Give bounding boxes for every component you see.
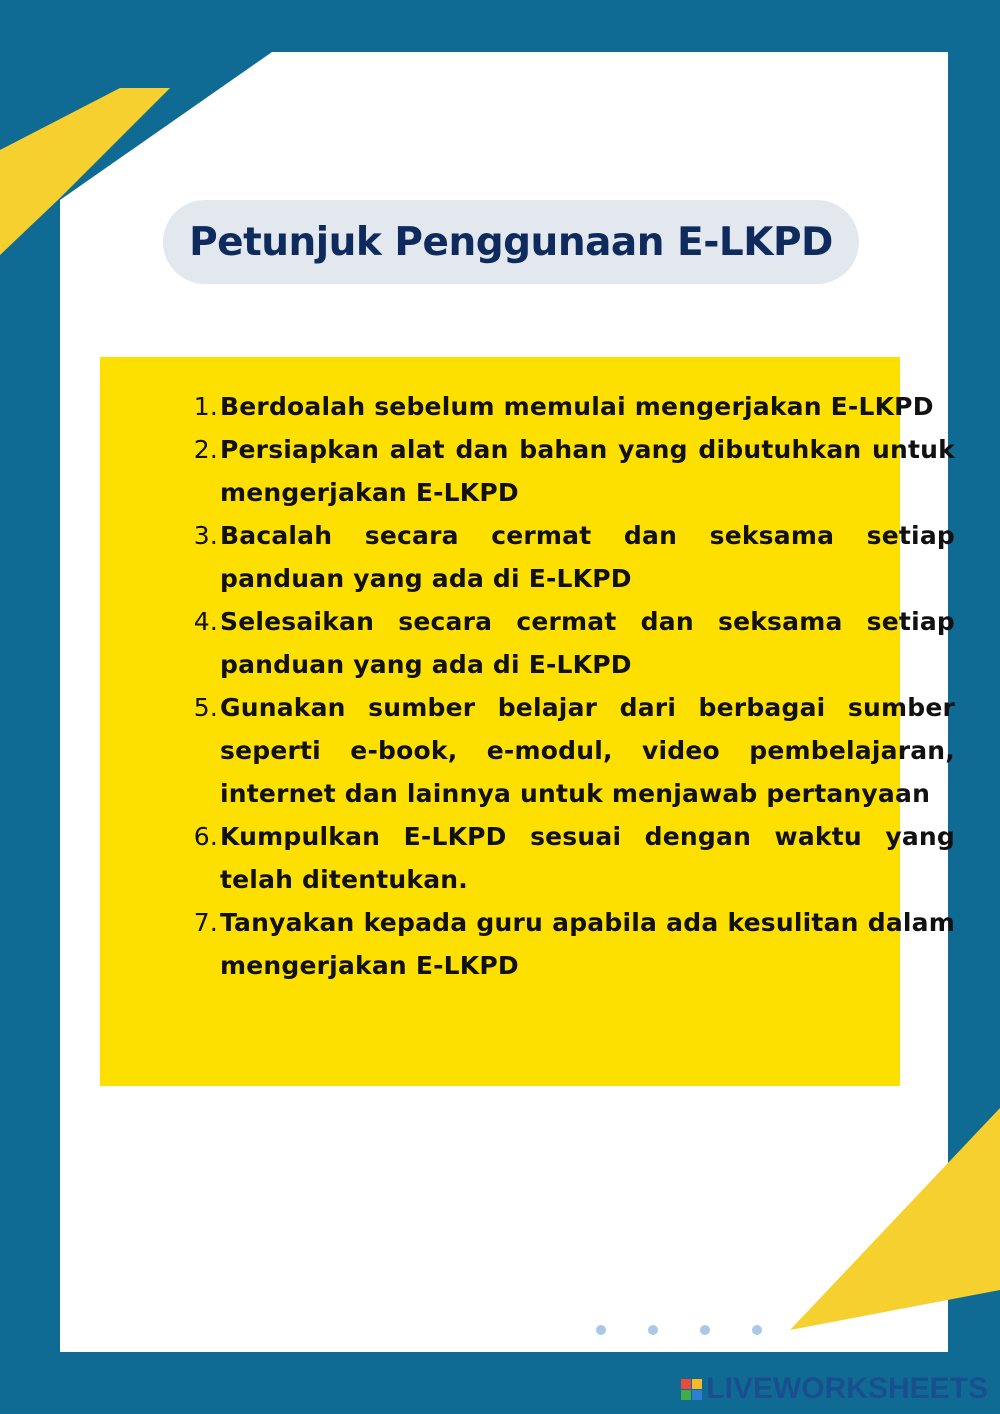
instruction-text: Persiapkan alat dan bahan yang dibutuhkan untuk mengerjakan E-LKPD xyxy=(220,435,955,507)
instructions-panel xyxy=(100,357,955,1086)
instruction-number: 2. xyxy=(193,435,218,464)
pagination-dot xyxy=(596,1325,606,1335)
instruction-item xyxy=(193,901,955,987)
instruction-text: Tanyakan kepada guru apabila ada kesulitan dalam mengerjakan E-LKPD xyxy=(220,908,955,980)
title-pill xyxy=(163,200,859,284)
instruction-text: Kumpulkan E-LKPD sesuai dengan waktu yang telah ditentukan. xyxy=(220,822,955,894)
pagination-dot xyxy=(700,1325,710,1335)
instruction-text: Selesaikan secara cermat dan seksama setiap panduan yang ada di E-LKPD xyxy=(220,607,955,679)
instruction-number: 3. xyxy=(193,521,218,550)
instruction-item xyxy=(193,428,955,514)
instruction-item xyxy=(193,815,955,901)
brand-watermark xyxy=(681,1372,988,1406)
instruction-number: 4. xyxy=(193,607,218,636)
pagination-dot xyxy=(648,1325,658,1335)
instruction-item xyxy=(193,686,955,815)
instruction-number: 5. xyxy=(193,693,218,722)
instruction-text: Berdoalah sebelum memulai mengerjakan E-LKPD xyxy=(220,392,934,421)
brand-logo-icon xyxy=(681,1379,702,1400)
instruction-number: 7. xyxy=(193,908,218,937)
pagination-dot xyxy=(752,1325,762,1335)
instruction-text: Gunakan sumber belajar dari berbagai sumber seperti e-book, e-modul, video pembelajaran, internet dan lainnya untuk menjawab pertanyaan xyxy=(220,693,955,808)
instruction-item xyxy=(193,514,955,600)
instruction-item xyxy=(193,600,955,686)
instruction-number: 6. xyxy=(193,822,218,851)
instruction-item xyxy=(193,385,955,428)
instructions-list xyxy=(193,385,955,987)
instruction-number: 1. xyxy=(193,392,218,421)
brand-name: LIVEWORKSHEETS xyxy=(706,1372,988,1405)
page-title: Petunjuk Penggunaan E-LKPD xyxy=(189,219,833,265)
instruction-text: Bacalah secara cermat dan seksama setiap panduan yang ada di E-LKPD xyxy=(220,521,955,593)
pagination-dots xyxy=(596,1325,762,1335)
